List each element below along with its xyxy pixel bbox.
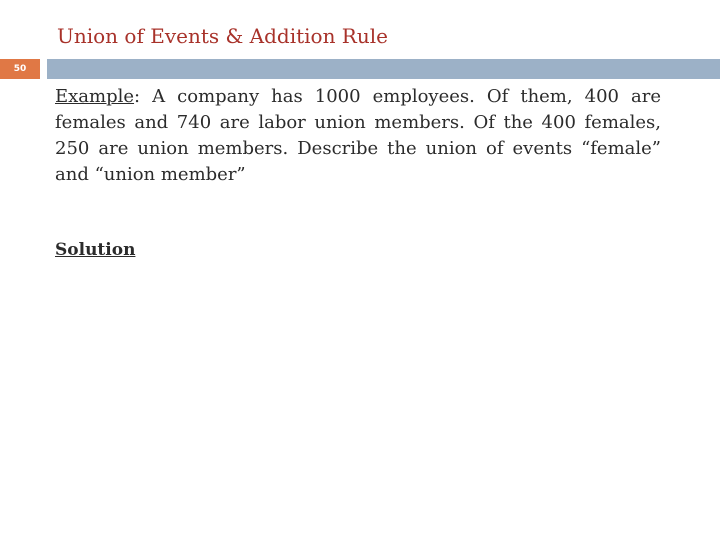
slide-content bbox=[55, 84, 661, 262]
slide-number: 50 bbox=[0, 59, 40, 79]
example-text: : A company has 1000 employees. Of them, 400 are females and 740 are labor union members. Of the 400 females, 250 are union members. Describe the union of events “female” and “union member” bbox=[55, 86, 661, 185]
example-label: Example bbox=[55, 86, 135, 107]
example-paragraph bbox=[55, 84, 661, 188]
solution-heading: Solution bbox=[55, 240, 136, 260]
header-bar bbox=[47, 59, 720, 79]
slide-title: Union of Events & Addition Rule bbox=[57, 24, 388, 48]
